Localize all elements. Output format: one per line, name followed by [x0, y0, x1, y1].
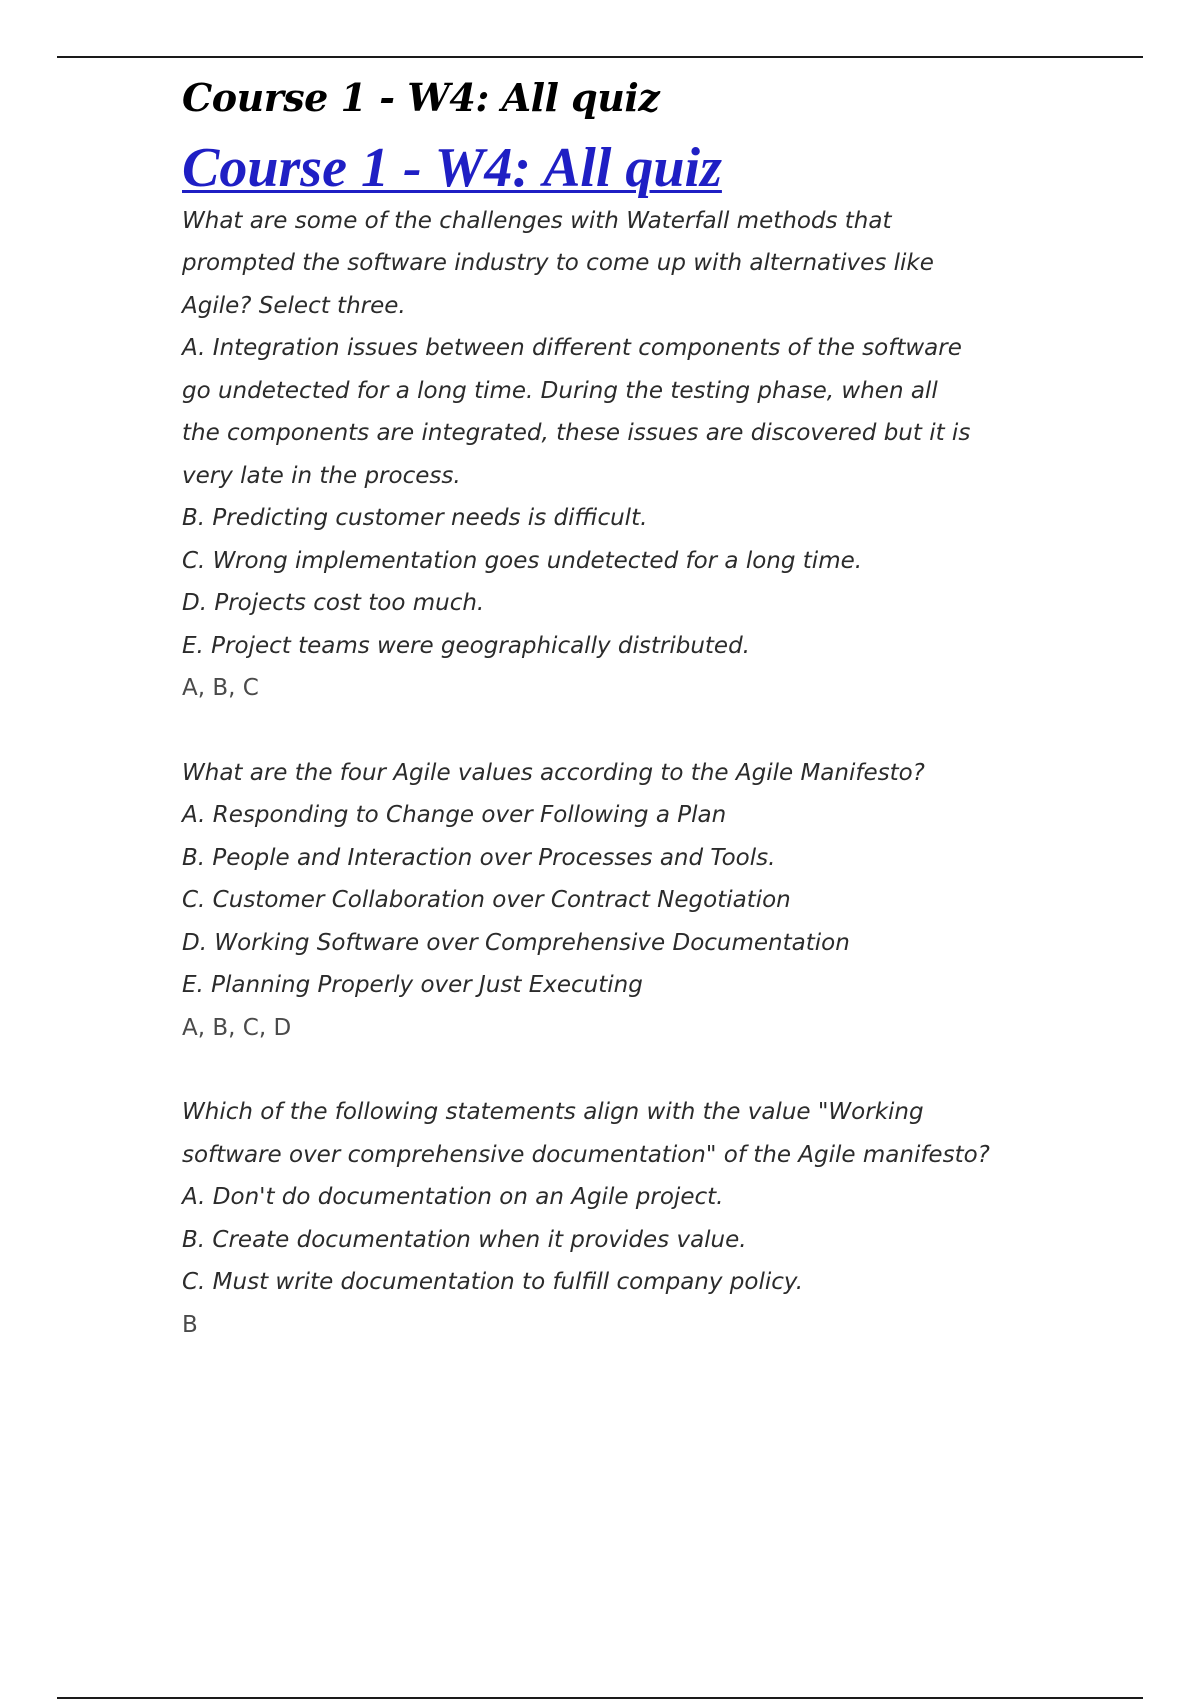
question-2-option-a: A. Responding to Change over Following a Plan — [182, 802, 727, 829]
question-1 — [182, 200, 1062, 710]
question-1-line-1: What are some of the challenges with Waterfall methods that — [182, 207, 892, 234]
question-2-option-b: B. People and Interaction over Processes and Tools. — [182, 844, 776, 871]
question-3-option-a: A. Don't do documentation on an Agile project. — [182, 1184, 724, 1211]
question-2-option-e: E. Planning Properly over Just Executing — [182, 972, 643, 999]
spacer — [182, 1049, 1062, 1091]
question-1-option-d: D. Projects cost too much. — [182, 590, 485, 617]
question-1-line-3: Agile? Select three. — [182, 292, 406, 319]
spacer — [182, 710, 1062, 752]
question-3-answer: B — [182, 1311, 198, 1338]
question-3-line-1: Which of the following statements align with the value "Working — [182, 1099, 924, 1126]
question-3-option-b: B. Create documentation when it provides value. — [182, 1226, 747, 1253]
top-rule — [57, 56, 1143, 58]
question-2 — [182, 752, 1062, 1050]
document-body — [182, 70, 1062, 1346]
question-2-answer: A, B, C, D — [182, 1014, 292, 1041]
question-2-option-c: C. Customer Collaboration over Contract Negotiation — [182, 887, 791, 914]
question-2-line-1: What are the four Agile values according to the Agile Manifesto? — [182, 759, 925, 786]
question-1-option-b: B. Predicting customer needs is difficult. — [182, 505, 648, 532]
question-1-line-2: prompted the software industry to come up with alternatives like — [182, 250, 934, 277]
bottom-rule — [57, 1697, 1143, 1699]
question-1-option-a-line-3: the components are integrated, these issues are discovered but it is — [182, 420, 971, 447]
document-title-link[interactable]: Course 1 - W4: All quiz — [182, 136, 722, 199]
page-header-title: Course 1 - W4: All quiz — [182, 75, 660, 120]
question-1-option-a-line-1: A. Integration issues between different components of the software — [182, 335, 962, 362]
question-2-option-d: D. Working Software over Comprehensive Documentation — [182, 929, 850, 956]
question-3 — [182, 1091, 1062, 1346]
question-1-option-a-line-4: very late in the process. — [182, 462, 461, 489]
question-1-option-a-line-2: go undetected for a long time. During the testing phase, when all — [182, 377, 938, 404]
question-1-option-c: C. Wrong implementation goes undetected for a long time. — [182, 547, 863, 574]
question-1-answer: A, B, C — [182, 675, 259, 702]
question-3-line-2: software over comprehensive documentation" of the Agile manifesto? — [182, 1141, 990, 1168]
question-3-option-c: C. Must write documentation to fulfill company policy. — [182, 1269, 804, 1296]
question-1-option-e: E. Project teams were geographically distributed. — [182, 632, 750, 659]
